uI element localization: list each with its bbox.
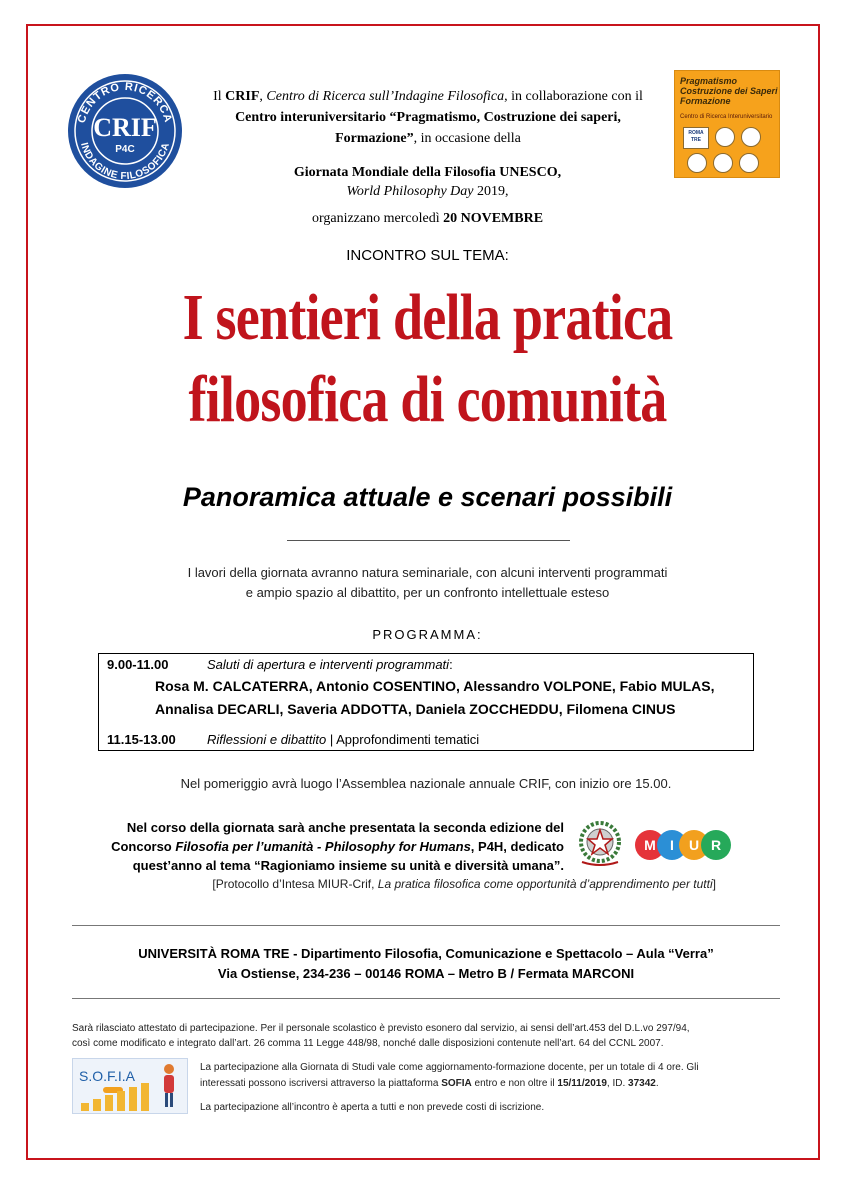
partner-logo-title: Pragmatismo Costruzione dei Saperi Formazione — [680, 76, 778, 106]
miur-letter: I — [670, 837, 674, 853]
slot1-time: 9.00-11.00 — [107, 657, 169, 672]
venue-info: UNIVERSITÀ ROMA TRE - Dipartimento Filosofia, Comunicazione e Spettacolo – Aula “Verra” Via Ostiense, 234-236 – 00146 ROMA – Metro B / Fermata MARCONI — [138, 946, 714, 981]
miur-letter: M — [644, 837, 656, 853]
italian-republic-emblem-icon — [576, 818, 624, 868]
subtitle: Panoramica attuale e scenari possibili — [182, 482, 673, 512]
miur-letter: U — [688, 837, 700, 853]
partner-logo-subtitle: Centro di Ricerca Interuniversitario — [680, 114, 773, 120]
divider — [72, 925, 780, 926]
speakers-list: Rosa M. CALCATERRA, Antonio COSENTINO, Alessandro VOLPONE, Fabio MULAS, Annalisa DECARLI, Saveria ADDOTTA, Daniela ZOCCHEDDU, Filomena CINUS — [155, 678, 715, 717]
university-seal-icon — [741, 127, 761, 147]
program-box — [98, 653, 754, 751]
concorso-text: Nel corso della giornata sarà anche presentata la seconda edizione del Concorso Filosofia per l’umanità - Philosophy for Humans, P4H, dedicato quest’anno al tema “Ragioniamo insieme su unità e diversità umana”. — [111, 820, 564, 873]
slot2-description: Riflessioni e dibattito | Approfondimenti tematici — [207, 732, 480, 747]
miur-logo — [632, 826, 734, 864]
slot2-time: 11.15-13.00 — [107, 732, 176, 747]
university-seal-icon — [739, 153, 759, 173]
programma-label: PROGRAMMA: — [372, 627, 483, 642]
attestato-note: Sarà rilasciato attestato di partecipazione. Per il personale scolastico è previsto esonero dal servizio, ai sensi dell’art.453 del D.L.vo 297/94, così come modificato e integrato dall’art. 26 comma 11 Legge 448/98, nonché dalle disposizioni contenute nell’art. 64 del CCNL 2007. — [72, 1023, 690, 1049]
open-participation-note: La partecipazione all’incontro è aperta a tutti e non prevede costi di iscrizione. — [200, 1102, 545, 1113]
partner-logo — [674, 70, 780, 178]
giornata-line1: Giornata Mondiale della Filosofia UNESCO, — [293, 165, 562, 180]
divider — [72, 998, 780, 999]
crif-logo-center: CRIF — [93, 113, 157, 142]
intro-text: Il CRIF, Centro di Ricerca sull’Indagine Filosofica, in collaborazione con il Centro interuniversitario “Pragmatismo, Costruzione dei saperi, Formazione”, in occasione della — [213, 89, 643, 146]
slot1-description: Saluti di apertura e interventi programmati: — [207, 657, 453, 672]
organizzano-line: organizzano mercoledì 20 NOVEMBRE — [311, 211, 544, 226]
crif-logo-p4c: P4C — [115, 144, 135, 155]
divider — [287, 540, 570, 541]
university-seal-icon — [713, 153, 733, 173]
incontro-label: INCONTRO SUL TEMA: — [346, 247, 509, 264]
centro-name: Centro interuniversitario “Pragmatismo, Costruzione dei saperi, Formazione” — [235, 110, 621, 146]
afternoon-note: Nel pomeriggio avrà luogo l’Assemblea nazionale annuale CRIF, con inizio ore 15.00. — [180, 776, 672, 791]
roma-tre-badge: ROMA TRE — [683, 127, 709, 149]
main-title-line1: I sentieri della pratica — [182, 281, 673, 354]
crif-ring-bottom: INDAGINE FILOSOFICA — [78, 141, 173, 183]
main-title-line2: filosofica di comunità — [188, 363, 667, 436]
protocollo-text: [Protocollo d’Intesa MIUR-Crif, La pratica filosofica come opportunità d’apprendimento per tutti] — [212, 877, 716, 891]
university-seal-icon — [715, 127, 735, 147]
crif-ring-top: CENTRO RICERCA — [75, 80, 175, 125]
description: I lavori della giornata avranno natura seminariale, con alcuni interventi programmati e ampio spazio al dibattito, per un confronto intellettuale esteso — [187, 565, 668, 600]
crif-full-name: Centro di Ricerca sull’Indagine Filosofica — [266, 89, 505, 104]
sofia-logo-text: S.O.F.I.A — [79, 1068, 136, 1084]
miur-letter: R — [710, 837, 722, 853]
sofia-logo — [72, 1058, 188, 1114]
giornata-line2: World Philosophy Day 2019, — [346, 184, 509, 199]
crif-name: CRIF — [225, 89, 260, 104]
event-date: 20 NOVEMBRE — [443, 211, 544, 226]
sofia-info: La partecipazione alla Giornata di Studi vale come aggiornamento-formazione docente, per un totale di 4 ore. Gli interessati possono iscriversi attraverso la piattaforma SOFIA entro e non oltre il 15/11/2019, ID. 37342. — [200, 1062, 699, 1089]
